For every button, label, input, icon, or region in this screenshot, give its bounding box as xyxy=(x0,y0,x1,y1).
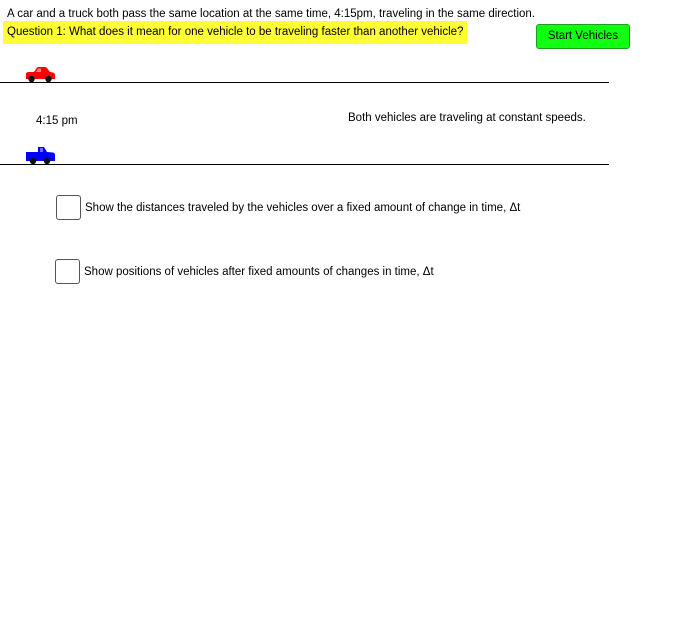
option-show-distances[interactable] xyxy=(56,195,520,220)
intro-text: A car and a truck both pass the same location at the same time, 4:15pm, traveling in the same direction. xyxy=(7,8,536,20)
option-show-positions[interactable] xyxy=(55,259,434,284)
show-distances-checkbox[interactable] xyxy=(56,195,81,220)
question-prompt: Question 1: What does it mean for one vehicle to be traveling faster than another vehicle? xyxy=(3,21,467,44)
show-positions-label: Show positions of vehicles after fixed amounts of changes in time, Δt xyxy=(84,265,434,278)
start-vehicles-button[interactable]: Start Vehicles xyxy=(536,24,630,49)
constant-speed-note: Both vehicles are traveling at constant speeds. xyxy=(348,112,586,124)
show-positions-checkbox[interactable] xyxy=(55,259,80,284)
show-distances-label: Show the distances traveled by the vehicles over a fixed amount of change in time, Δt xyxy=(85,201,521,214)
car-road-line xyxy=(0,82,609,83)
car-icon xyxy=(25,66,56,83)
truck-icon xyxy=(25,146,56,165)
truck-road-line xyxy=(0,164,609,165)
time-label: 4:15 pm xyxy=(36,115,78,127)
